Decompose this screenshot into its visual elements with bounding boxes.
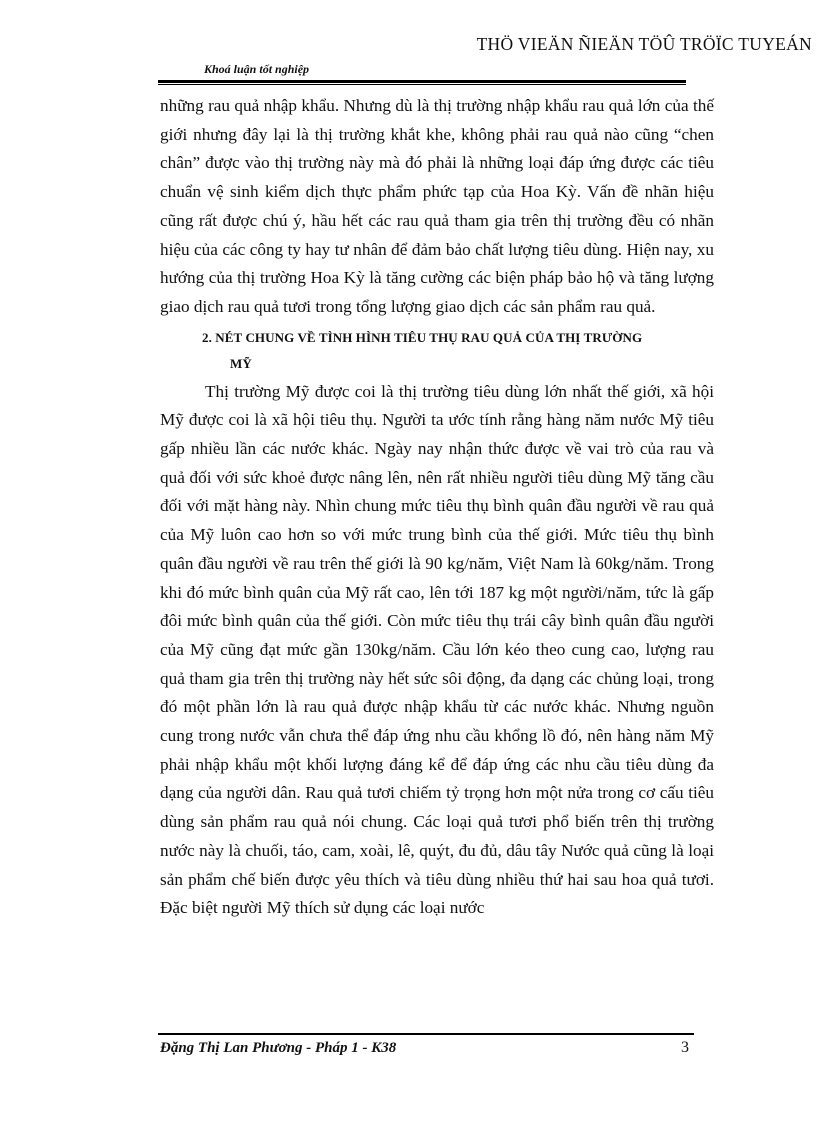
section-heading-line: MỸ bbox=[230, 356, 252, 372]
page-number: 3 bbox=[681, 1039, 689, 1056]
header-divider-thin bbox=[158, 84, 686, 85]
page-body bbox=[160, 92, 714, 923]
footer-author: Đặng Thị Lan Phương - Pháp 1 - K38 bbox=[160, 1040, 397, 1056]
header-title: Khoá luận tốt nghiệp bbox=[204, 62, 310, 76]
paragraph: Thị trường Mỹ được coi là thị trường tiêu dùng lớn nhất thế giới, xã hội Mỹ được coi là xã hội tiêu thụ. Người ta ước tính rằng hàng năm nước Mỹ tiêu gấp nhiều lần các nước khác. Ngày nay nhận thức được về vai trò của rau và quả đối với sức khoẻ được nâng lên, nên rất nhiều người tiêu dùng Mỹ tăng cầu đối với mặt hàng này. Nhìn chung mức tiêu thụ bình quân đầu người về rau quả của Mỹ luôn cao hơn so với mức trung bình của thế giới. Mức tiêu thụ bình quân đầu người về rau trên thế giới là 90 kg/năm, Việt Nam là 60kg/năm. Trong khi đó mức bình quân của Mỹ rất cao, lên tới 187 kg một người/năm, tức là gấp đôi mức bình quân của thế giới. Còn mức tiêu thụ trái cây bình quân đầu người của Mỹ cũng đạt mức gần 130kg/năm. Cầu lớn kéo theo cung cao, lượng rau quả tham gia trên thị trường này hết sức sôi động, đa dạng các chủng loại, trong đó một phần lớn là rau quả được nhập khẩu từ các nước khác. Nhưng nguồn cung trong nước vẫn chưa thể đáp ứng nhu cầu khổng lồ đó, nên hàng năm Mỹ phải nhập khẩu một khối lượng đáng kể để đáp ứng các nhu cầu tiêu dùng đa dạng của người dân. Rau quả tươi chiếm tỷ trọng hơn một nửa trong cơ cấu tiêu dùng sản phẩm rau quả nói chung. Các loại quả tươi phổ biến trên thị trường nước này là chuối, táo, cam, xoài, lê, quýt, đu đủ, dâu tây Nước quả cũng là loại sản phẩm chế biến được yêu thích và tiêu dùng nhiều thứ hai sau hoa quả tươi. Đặc biệt người Mỹ thích sử dụng các loại nước bbox=[160, 381, 714, 918]
section-heading bbox=[202, 325, 714, 378]
paragraph: những rau quả nhập khẩu. Nhưng dù là thị trường nhập khẩu rau quả lớn của thế giới nhưng đây lại là thị trường khắt khe, không phải rau quả nào cũng “chen chân” được vào thị trường này mà đó phải là những loại đáp ứng được các tiêu chuẩn vệ sinh kiểm dịch thực phẩm phức tạp của Hoa Kỳ. Vấn đề nhãn hiệu cũng rất được chú ý, hầu hết các rau quả tham gia trên thị trường đều có nhãn hiệu của các công ty hay tư nhân để đảm bảo chất lượng tiêu dùng. Hiện nay, xu hướng của thị trường Hoa Kỳ là tăng cường các biện pháp bảo hộ và tăng lượng giao dịch rau quả tươi trong tổng lượng giao dịch các sản phẩm rau quả. bbox=[160, 96, 714, 316]
section-heading-line: 2. NÉT CHUNG VỀ TÌNH HÌNH TIÊU THỤ RAU QUẢ CỦA THỊ TRƯỜNG bbox=[202, 329, 643, 345]
footer-divider bbox=[158, 1033, 694, 1035]
watermark-text: THÖ VIEÄN ÑIEÄN TÖÛ TRÖÏC TUYEÁN bbox=[476, 34, 812, 54]
header-divider bbox=[158, 80, 686, 83]
